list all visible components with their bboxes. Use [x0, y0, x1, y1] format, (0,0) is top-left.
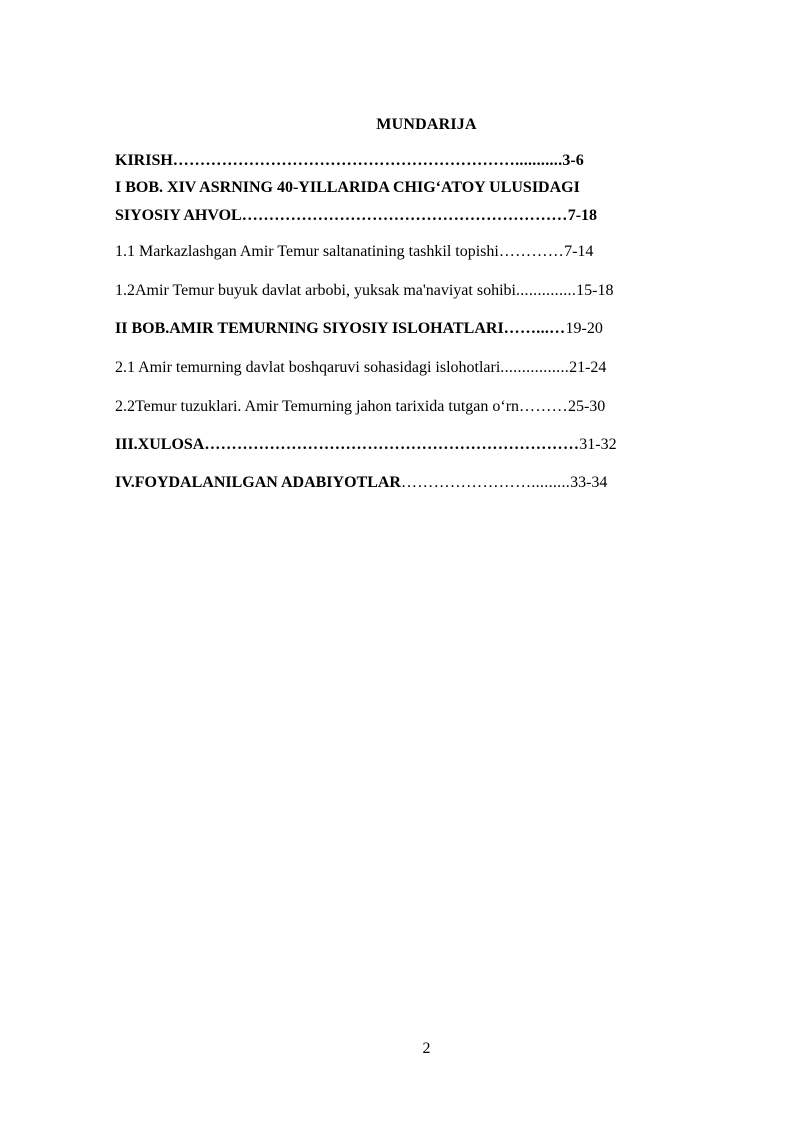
toc-entry-dots: ................ — [500, 359, 570, 376]
toc-entry-section-2-2 — [115, 397, 605, 417]
toc-entry-pages: 15-18 — [576, 282, 614, 299]
toc-entry-dots: …………………………………………………… — [241, 207, 568, 224]
toc-entry-label: 2.1 Amir temurning davlat boshqaruvi sohasidagi islohotlari — [115, 359, 501, 376]
toc-entry-pages: 3-6 — [562, 152, 584, 169]
toc-entry-bob1-line1: I BOB. XIV ASRNING 40-YILLARIDA CHIG‘ATOY ULUSIDAGI — [115, 179, 580, 196]
toc-entry-label: III.XULOSA — [115, 436, 205, 453]
toc-entry-section-2-1 — [115, 358, 606, 378]
toc-entry-bob1 — [115, 206, 597, 226]
toc-entry-label: 1.1 Markazlashgan Amir Temur saltanatining tashkil topishi — [115, 243, 499, 260]
toc-entry-pages: 21-24 — [569, 359, 607, 376]
toc-entry-label: II BOB.AMIR TEMURNING SIYOSIY ISLOHATLARI — [115, 320, 504, 337]
toc-entry-pages: 7-18 — [567, 207, 598, 224]
toc-entry-dots: ……… — [519, 398, 568, 415]
toc-title: MUNDARIJA — [376, 116, 477, 133]
toc-entry-dots: …………………………………………………………… — [204, 436, 580, 453]
toc-entry-label: SIYOSIY AHVOL — [115, 207, 242, 224]
toc-entry-dots: ……………………......... — [400, 474, 571, 491]
toc-entry-dots: .............. — [515, 282, 577, 299]
toc-entry-dots: ………………………………………………………........... — [172, 152, 563, 169]
toc-entry-xulosa — [115, 435, 617, 455]
toc-entry-label: IV.FOYDALANILGAN ADABIYOTLAR — [115, 474, 401, 491]
toc-entry-bob2 — [115, 319, 603, 339]
toc-entry-pages: 25-30 — [567, 398, 606, 415]
toc-entry-pages: 31-32 — [579, 436, 617, 453]
toc-entry-pages: 7-14 — [564, 243, 594, 260]
toc-entry-adabiyotlar — [115, 473, 607, 493]
toc-entry-section-1-2 — [115, 281, 613, 301]
toc-entry-kirish — [115, 151, 584, 171]
toc-entry-dots: ……...… — [503, 320, 566, 337]
toc-entry-section-1-1 — [115, 242, 593, 262]
toc-entry-label: 1.2Amir Temur buyuk davlat arbobi, yuksak ma'naviyat sohibi — [115, 282, 516, 299]
toc-entry-label: 2.2Temur tuzuklari. Amir Temurning jahon tarixida tutgan o‘rn — [115, 398, 520, 415]
page-number: 2 — [422, 1040, 431, 1057]
toc-entry-pages: 19-20 — [565, 320, 603, 337]
toc-entry-pages: 33-34 — [570, 474, 608, 491]
toc-entry-dots: ………… — [498, 243, 565, 260]
toc-entry-label: KIRISH — [115, 152, 173, 169]
